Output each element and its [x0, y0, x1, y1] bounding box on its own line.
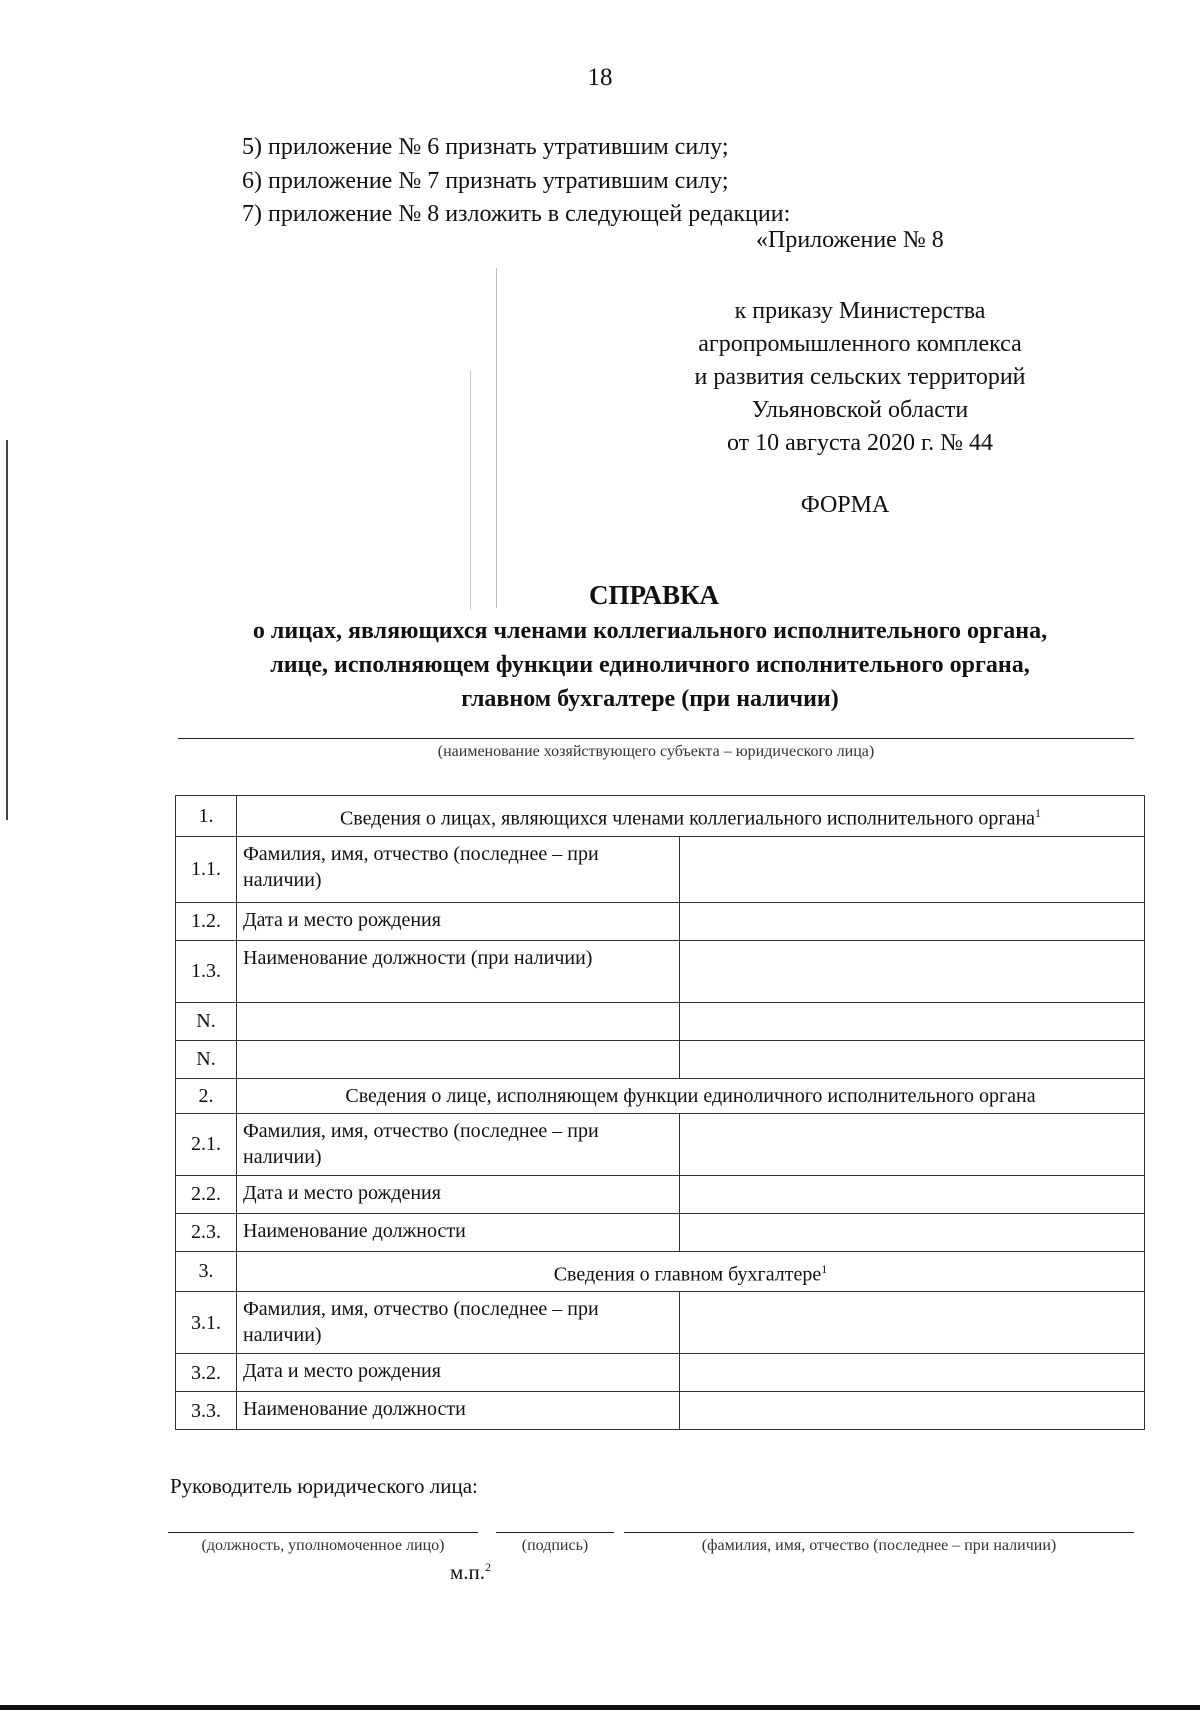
- stamp-place: [450, 1560, 491, 1585]
- value-cell[interactable]: [680, 1213, 1145, 1251]
- section-heading: [237, 796, 1145, 837]
- row-number: N.: [176, 1002, 237, 1040]
- row-label: Фамилия, имя, отчество (последнее – при наличии): [237, 1113, 680, 1175]
- stamp-label: м.п.: [450, 1560, 486, 1584]
- table-row: [176, 1292, 1145, 1354]
- value-cell[interactable]: [680, 1292, 1145, 1354]
- value-cell[interactable]: [680, 1392, 1145, 1430]
- form-label: ФОРМА: [800, 492, 890, 518]
- row-number: 1.1.: [176, 836, 237, 902]
- subtitle-line: главном бухгалтере (при наличии): [461, 686, 839, 712]
- section-heading-text: Сведения о лицах, являющихся членами коллегиального исполнительного органа: [339, 807, 1036, 830]
- appendix-details: [620, 295, 1100, 460]
- scan-artifact-line: [496, 268, 497, 608]
- amendment-item-6: 6) приложение № 7 признать утратившим силу;: [242, 168, 729, 194]
- value-cell[interactable]: [680, 1175, 1145, 1213]
- row-number: 2.3.: [176, 1213, 237, 1251]
- row-label: Дата и место рождения: [237, 1175, 680, 1213]
- section-heading-text: Сведения о лице, исполняющем функции единоличного исполнительного органа: [345, 1084, 1036, 1107]
- page-bottom-border: [0, 1705, 1200, 1710]
- value-cell[interactable]: [680, 902, 1145, 940]
- table-row: [176, 796, 1145, 837]
- form-table: [175, 795, 1145, 1430]
- row-number: 1.: [176, 796, 237, 837]
- scan-artifact-line: [470, 370, 471, 610]
- row-number: 3.2.: [176, 1354, 237, 1392]
- row-number: 1.3.: [176, 940, 237, 1002]
- value-cell[interactable]: [680, 836, 1145, 902]
- subtitle-line: о лицах, являющихся членами коллегиального исполнительного органа,: [252, 618, 1048, 644]
- row-number: 1.2.: [176, 902, 237, 940]
- value-cell[interactable]: [680, 1040, 1145, 1078]
- full-name-caption: (фамилия, имя, отчество (последнее – при наличии): [701, 1537, 1057, 1554]
- row-number: 3.: [176, 1251, 237, 1292]
- value-cell[interactable]: [680, 940, 1145, 1002]
- row-label: Дата и место рождения: [237, 902, 680, 940]
- scan-edge-mark: [6, 440, 8, 820]
- appendix-line: к приказу Министерства: [734, 298, 986, 324]
- table-row: [176, 1354, 1145, 1392]
- row-number: 3.1.: [176, 1292, 237, 1354]
- table-row: [176, 1002, 1145, 1040]
- appendix-line: и развития сельских территорий: [694, 364, 1026, 390]
- row-label: Дата и место рождения: [237, 1354, 680, 1392]
- amendment-item-5: 5) приложение № 6 признать утратившим силу;: [242, 134, 729, 160]
- row-number: 2.: [176, 1078, 237, 1113]
- appendix-line: от 10 августа 2020 г. № 44: [726, 430, 994, 456]
- footnote-mark: 2: [485, 1560, 492, 1574]
- signature-line[interactable]: [496, 1532, 614, 1533]
- row-label: Фамилия, имя, отчество (последнее – при наличии): [237, 1292, 680, 1354]
- subtitle-line: лице, исполняющем функции единоличного исполнительного органа,: [270, 652, 1030, 678]
- value-cell[interactable]: [680, 1002, 1145, 1040]
- entity-name-line: [178, 738, 1134, 739]
- document-title: СПРАВКА: [588, 580, 720, 610]
- value-cell[interactable]: [680, 1354, 1145, 1392]
- row-label: Наименование должности (при наличии): [237, 940, 680, 1002]
- section-heading-text: Сведения о главном бухгалтере: [553, 1263, 822, 1286]
- row-label: Наименование должности: [237, 1392, 680, 1430]
- section-heading: [237, 1078, 1145, 1113]
- entity-name-caption: (наименование хозяйствующего субъекта – юридического лица): [437, 743, 875, 760]
- value-cell[interactable]: [680, 1113, 1145, 1175]
- table-row: [176, 940, 1145, 1002]
- table-row: [176, 836, 1145, 902]
- table-row: [176, 1392, 1145, 1430]
- section-heading: [237, 1251, 1145, 1292]
- row-label: [237, 1002, 680, 1040]
- signature-caption: (подпись): [521, 1537, 589, 1554]
- table-row: [176, 1213, 1145, 1251]
- row-label: [237, 1040, 680, 1078]
- table-row: [176, 1175, 1145, 1213]
- appendix-line: Ульяновской области: [751, 397, 969, 423]
- appendix-title: «Приложение № 8: [756, 227, 944, 253]
- footnote-mark: 1: [1035, 806, 1042, 820]
- row-label: Фамилия, имя, отчество (последнее – при наличии): [237, 836, 680, 902]
- table-row: [176, 1040, 1145, 1078]
- row-label: Наименование должности: [237, 1213, 680, 1251]
- position-line[interactable]: [168, 1532, 478, 1533]
- document-subtitle: [160, 614, 1140, 716]
- appendix-line: агропромышленного комплекса: [698, 331, 1022, 357]
- position-caption: (должность, уполномоченное лицо): [201, 1537, 445, 1554]
- footnote-mark: 1: [821, 1261, 828, 1276]
- page-number: 18: [587, 64, 613, 91]
- row-number: N.: [176, 1040, 237, 1078]
- full-name-line[interactable]: [624, 1532, 1134, 1533]
- row-number: 2.1.: [176, 1113, 237, 1175]
- table-row: [176, 1251, 1145, 1292]
- amendment-item-7: 7) приложение № 8 изложить в следующей редакции:: [242, 201, 791, 227]
- row-number: 3.3.: [176, 1392, 237, 1430]
- row-number: 2.2.: [176, 1175, 237, 1213]
- table-row: [176, 902, 1145, 940]
- table-row: [176, 1113, 1145, 1175]
- signer-heading: Руководитель юридического лица:: [170, 1474, 478, 1498]
- table-row: [176, 1078, 1145, 1113]
